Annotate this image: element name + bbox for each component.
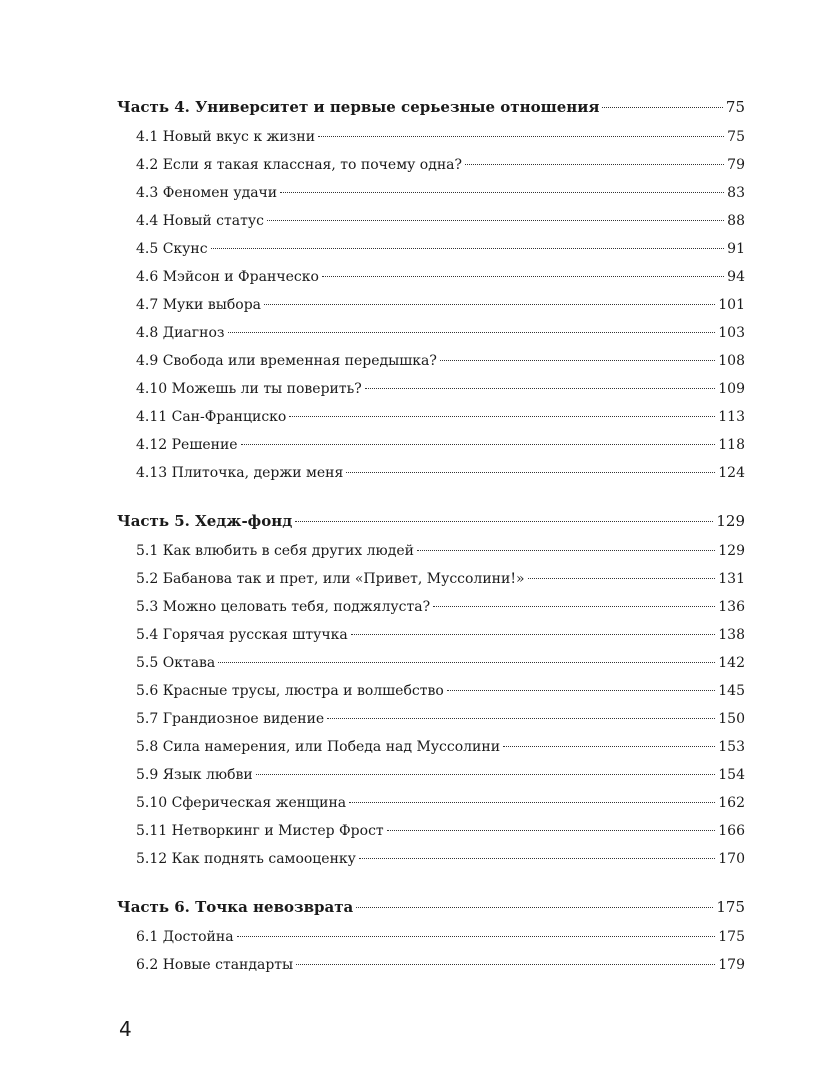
toc-entry-label: 5.11 Нетворкинг и Мистер Фрост	[136, 823, 384, 839]
toc-entry[interactable]	[117, 403, 745, 431]
toc-page-number: 101	[718, 297, 745, 313]
toc-entry[interactable]	[117, 845, 745, 873]
toc-entry[interactable]	[117, 459, 745, 487]
toc-entry[interactable]	[117, 179, 745, 207]
toc-page-number: 94	[727, 269, 745, 285]
toc-page-number: 175	[718, 929, 745, 945]
toc-page-number: 91	[727, 241, 745, 257]
toc-entry-label: 5.4 Горячая русская штучка	[136, 627, 348, 643]
dot-leader	[440, 360, 715, 361]
toc-entry[interactable]	[117, 705, 745, 733]
dot-leader	[322, 276, 724, 277]
dot-leader	[237, 936, 716, 937]
toc-part-title: Часть 4. Университет и первые серьезные отношения	[117, 98, 600, 116]
toc-entry[interactable]	[117, 621, 745, 649]
dot-leader	[356, 907, 713, 908]
dot-leader	[417, 550, 715, 551]
toc-entry-label: 4.6 Мэйсон и Франческо	[136, 269, 319, 285]
toc-page-number: 136	[718, 599, 745, 615]
toc-part-heading[interactable]	[117, 506, 745, 536]
toc-entry-label: 5.9 Язык любви	[136, 767, 253, 783]
dot-leader	[433, 606, 715, 607]
toc-page-number: 153	[718, 739, 745, 755]
dot-leader	[351, 634, 716, 635]
toc-page-number: 83	[727, 185, 745, 201]
dot-leader	[602, 107, 722, 108]
toc-page-number: 129	[716, 512, 745, 530]
toc-entry-label: 4.12 Решение	[136, 437, 238, 453]
toc-entry-label: 4.5 Скунс	[136, 241, 208, 257]
dot-leader	[296, 964, 715, 965]
dot-leader	[318, 136, 724, 137]
toc-page-number: 150	[718, 711, 745, 727]
toc-entry-label: 5.1 Как влюбить в себя других людей	[136, 543, 414, 559]
page-number: 4	[119, 1017, 132, 1041]
toc-page-number: 79	[727, 157, 745, 173]
toc-entry-label: 5.10 Сферическая женщина	[136, 795, 347, 811]
toc-entry[interactable]	[117, 291, 745, 319]
toc-entry-label: 4.11 Сан-Франциско	[136, 409, 287, 425]
toc-entry[interactable]	[117, 319, 745, 347]
toc-entry[interactable]	[117, 817, 745, 845]
toc-entry-label: 5.6 Красные трусы, люстра и волшебство	[136, 683, 444, 699]
dot-leader	[295, 521, 713, 522]
toc-part-heading[interactable]	[117, 892, 745, 922]
toc-page-number: 103	[718, 325, 745, 341]
toc-page-number: 175	[716, 898, 745, 916]
toc-entry-label: 5.7 Грандиозное видение	[136, 711, 325, 727]
toc-part-4	[117, 92, 745, 487]
toc-entry-label: 6.2 Новые стандарты	[136, 957, 294, 973]
toc-entry-label: 4.9 Свобода или временная передышка?	[136, 353, 437, 369]
toc-page-number: 138	[718, 627, 745, 643]
toc-entry-label: 4.8 Диагноз	[136, 325, 225, 341]
toc-entry-label: 4.1 Новый вкус к жизни	[136, 129, 316, 145]
dot-leader	[365, 388, 716, 389]
toc-part-title: Часть 6. Точка невозврата	[117, 898, 354, 916]
toc-entry-label: 4.4 Новый статус	[136, 213, 264, 229]
toc-page-number: 145	[718, 683, 745, 699]
toc-entry[interactable]	[117, 789, 745, 817]
toc-entry[interactable]	[117, 593, 745, 621]
toc-entry-label: 5.3 Можно целовать тебя, поджялуста?	[136, 599, 431, 615]
dot-leader	[503, 746, 715, 747]
toc-page-number: 142	[718, 655, 745, 671]
toc-entry[interactable]	[117, 347, 745, 375]
dot-leader	[241, 444, 716, 445]
toc-entry-label: 5.5 Октава	[136, 655, 216, 671]
toc-entry-label: 4.2 Если я такая классная, то почему одна?	[136, 157, 463, 173]
toc-entry-label: 4.13 Плиточка, держи меня	[136, 465, 344, 481]
dot-leader	[447, 690, 715, 691]
toc-entry[interactable]	[117, 923, 745, 951]
toc-page-number: 162	[718, 795, 745, 811]
dot-leader	[465, 164, 724, 165]
toc-page-number: 131	[718, 571, 745, 587]
toc-entry[interactable]	[117, 761, 745, 789]
toc-entry[interactable]	[117, 537, 745, 565]
toc-page-number: 179	[718, 957, 745, 973]
toc-entry[interactable]	[117, 207, 745, 235]
toc-entry-label: 4.10 Можешь ли ты поверить?	[136, 381, 362, 397]
dot-leader	[267, 220, 724, 221]
toc-page-number: 109	[718, 381, 745, 397]
dot-leader	[280, 192, 724, 193]
toc-part-5	[117, 506, 745, 873]
toc-part-title: Часть 5. Хедж-фонд	[117, 512, 293, 530]
dot-leader	[228, 332, 716, 333]
dot-leader	[387, 830, 716, 831]
toc-page-number: 129	[718, 543, 745, 559]
dot-leader	[346, 472, 715, 473]
dot-leader	[289, 416, 715, 417]
dot-leader	[359, 858, 715, 859]
toc-page-number: 88	[727, 213, 745, 229]
toc-entry[interactable]	[117, 649, 745, 677]
toc-entry-label: 6.1 Достойна	[136, 929, 234, 945]
toc-part-6	[117, 892, 745, 979]
toc-page-number: 108	[718, 353, 745, 369]
dot-leader	[218, 662, 715, 663]
toc-entry-label: 4.7 Муки выбора	[136, 297, 262, 313]
dot-leader	[211, 248, 725, 249]
dot-leader	[264, 304, 715, 305]
toc-entry[interactable]	[117, 151, 745, 179]
toc-entry-label: 5.12 Как поднять самооценку	[136, 851, 356, 867]
toc-entry-label: 5.8 Сила намерения, или Победа над Муссолини	[136, 739, 501, 755]
toc-entry[interactable]	[117, 677, 745, 705]
dot-leader	[528, 578, 716, 579]
dot-leader	[327, 718, 715, 719]
toc-entry[interactable]	[117, 951, 745, 979]
toc-entry-label: 5.2 Бабанова так и прет, или «Привет, Муссолини!»	[136, 571, 525, 587]
toc-page-number: 118	[718, 437, 745, 453]
dot-leader	[256, 774, 716, 775]
toc-entry[interactable]	[117, 733, 745, 761]
toc-page-number: 75	[727, 129, 745, 145]
toc-page-number: 113	[718, 409, 745, 425]
toc-part-heading[interactable]	[117, 92, 745, 122]
toc-entry[interactable]	[117, 375, 745, 403]
toc-entry[interactable]	[117, 431, 745, 459]
table-of-contents	[117, 92, 745, 998]
toc-entry[interactable]	[117, 263, 745, 291]
toc-entry[interactable]	[117, 123, 745, 151]
toc-entry[interactable]	[117, 565, 745, 593]
toc-entry-label: 4.3 Феномен удачи	[136, 185, 278, 201]
toc-page-number: 170	[718, 851, 745, 867]
toc-page-number: 124	[718, 465, 745, 481]
dot-leader	[349, 802, 715, 803]
toc-page-number: 166	[718, 823, 745, 839]
toc-page-number: 154	[718, 767, 745, 783]
toc-page-number: 75	[725, 98, 745, 116]
toc-entry[interactable]	[117, 235, 745, 263]
